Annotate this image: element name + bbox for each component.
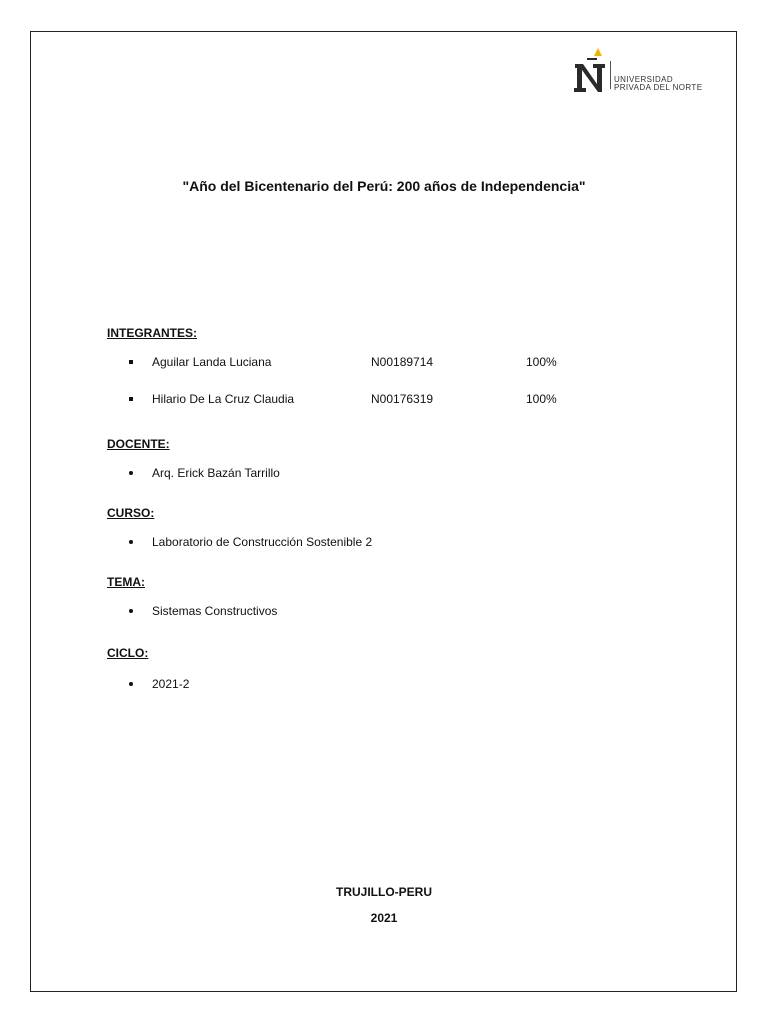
logo-divider <box>610 61 611 89</box>
bullet-icon <box>129 471 133 475</box>
square-bullet-icon <box>129 360 133 364</box>
curso-heading: CURSO: <box>107 506 155 520</box>
list-item <box>0 465 768 481</box>
docente-name: Arq. Erick Bazán Tarrillo <box>152 466 280 480</box>
integrantes-heading: INTEGRANTES: <box>107 326 197 340</box>
member-name: Aguilar Landa Luciana <box>152 355 272 369</box>
member-code: N00176319 <box>371 392 434 406</box>
member-name: Hilario De La Cruz Claudia <box>152 392 295 406</box>
bullet-icon <box>129 682 133 686</box>
list-item <box>0 676 768 692</box>
unp-n-logo-icon <box>573 46 611 96</box>
ciclo-value: 2021-2 <box>152 677 190 691</box>
list-item <box>0 603 768 619</box>
member-code: N00189714 <box>371 355 434 369</box>
logo-line-1: UNIVERSIDAD <box>614 75 674 84</box>
curso-name: Laboratorio de Construcción Sostenible 2 <box>152 535 373 549</box>
logo-wordmark <box>614 76 702 92</box>
member-row <box>0 354 768 370</box>
member-row <box>0 391 768 407</box>
university-logo <box>573 46 723 96</box>
tema-heading: TEMA: <box>107 575 145 589</box>
ciclo-heading: CICLO: <box>107 646 149 660</box>
bullet-icon <box>129 609 133 613</box>
member-percent: 100% <box>526 355 557 369</box>
docente-heading: DOCENTE: <box>107 437 170 451</box>
member-percent: 100% <box>526 392 557 406</box>
footer-city: TRUJILLO-PERU <box>336 885 432 899</box>
list-item <box>0 534 768 550</box>
logo-line-2: PRIVADA DEL NORTE <box>614 83 703 92</box>
footer-year: 2021 <box>370 911 398 925</box>
bullet-icon <box>129 540 133 544</box>
document-motto: "Año del Bicentenario del Perú: 200 años de Independencia" <box>182 178 586 194</box>
tema-name: Sistemas Constructivos <box>152 604 278 618</box>
square-bullet-icon <box>129 397 133 401</box>
